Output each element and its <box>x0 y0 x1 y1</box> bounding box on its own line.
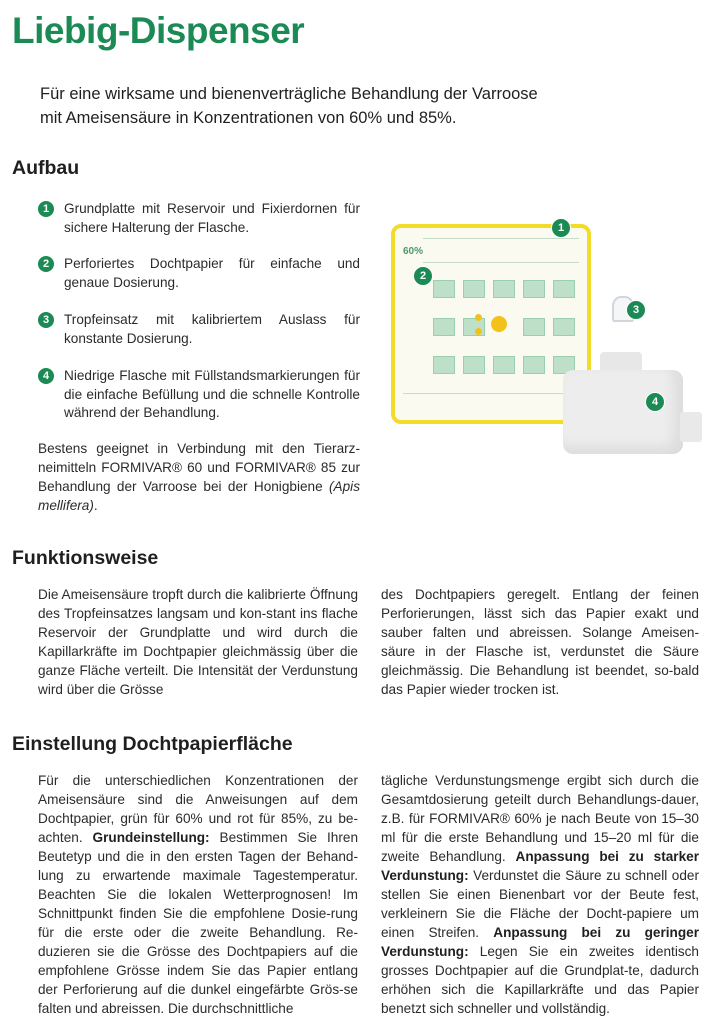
aufbau-heading: Aufbau <box>12 157 80 179</box>
badge-4-icon: 4 <box>645 392 665 412</box>
aufbau-note-end: . <box>93 498 98 513</box>
aufbau-item-text: Perforiertes Dochtpapier für einfache und genaue Dosierung. <box>64 256 360 290</box>
bottle-spout <box>680 412 702 442</box>
starke-verdunstung-label: Anpassung bei zu starker Verdunstung: <box>381 849 700 883</box>
reservoir-dot <box>475 328 482 335</box>
einstellung-col-1-intro: Für die unterschiedlichen Konzentrationen der Ameisensäure sind die Anweisungen auf dem Dochtpapier, grün für 60% und rot für 85%, zu be-achten. <box>38 773 358 845</box>
intro-text <box>40 82 680 130</box>
plate-cell <box>433 280 455 298</box>
plate-line <box>423 262 579 263</box>
badge-2-icon: 2 <box>413 266 433 286</box>
plate-cell <box>463 280 485 298</box>
geringe-verdunstung-label: Anpassung bei zu geringer Verdunstung: <box>381 925 699 959</box>
aufbau-note-text: Bestens geeignet in Verbindung mit den Tierarz-neimitteln FORMIVAR® 60 und FORMIVAR® 85 zur Behandlung der Varroose bei der Honigbiene <box>38 441 360 494</box>
number-badge-icon: 4 <box>38 368 54 384</box>
badge-3-icon: 3 <box>626 300 646 320</box>
geringe-verdunstung-text: Legen Sie ein zweites identisch grosses Dochtpapier auf die Grundplat-te, dadurch erhöhen sich die Kapillarkräfte und das Papier benetzt sich schneller und vollständig. <box>381 944 699 1016</box>
plate-line <box>423 238 579 239</box>
aufbau-note-species: (Apis mellifera) <box>38 479 360 513</box>
plate-cell <box>523 280 545 298</box>
bottle-image <box>563 370 683 454</box>
plate-cell <box>553 280 575 298</box>
aufbau-item-text: Grundplatte mit Reservoir und Fixierdornen für sichere Halterung der Flasche. <box>64 201 360 235</box>
reservoir-dot <box>475 314 482 321</box>
grundeinstellung-text: Bestimmen Sie Ihren Beutetyp und die in den ersten Tagen der Behand-lung zu erwartende maximale Tagestemperatur. Beachten Sie die lokalen Wetterprognosen! Im Schnittpunkt finden Sie die empfohlene Dosie-rung für die erste oder die zweite Behandlung. Re-duzieren sie die Grösse des Dochtpapiers auf die empfohlene Grösse indem Sie das Papier entlang der Perforierung auf die dunkel eingefärbte Grös-se falten und abreissen. Die durchschnittliche <box>38 830 359 1016</box>
number-badge-icon: 1 <box>38 201 54 217</box>
number-badge-icon: 3 <box>38 312 54 328</box>
aufbau-item-text: Tropfeinsatz mit kalibriertem Auslass für konstante Dosierung. <box>64 312 360 346</box>
aufbau-item-4 <box>38 367 360 423</box>
plate-cell <box>463 318 485 336</box>
plate-label: 60% <box>403 246 424 257</box>
funktionsweise-heading: Funktionsweise <box>12 547 159 569</box>
plate-cell <box>523 318 545 336</box>
einstellung-col-1 <box>38 771 358 1018</box>
plate-cell <box>523 356 545 374</box>
plate-cell <box>493 280 515 298</box>
intro-line-1: Für eine wirksame und bienenverträgliche Behandlung der Varroose <box>40 85 538 103</box>
aufbau-item-2 <box>38 255 360 292</box>
aufbau-item-1 <box>38 200 360 237</box>
plate-line <box>403 393 579 394</box>
page-title: Liebig-Dispenser <box>12 10 305 51</box>
plate-cell <box>433 318 455 336</box>
plate-cell <box>433 356 455 374</box>
funktionsweise-col-2: des Dochtpapiers geregelt. Entlang der feinen Perforierungen, lässt sich das Papier exakt und sauber falten und abreissen. Solange Ameisen-säure in der Flasche ist, verdunstet die Säure gleichmässig. Die Behandlung ist beendet, so-bald das Papier wieder trocken ist. <box>381 587 699 697</box>
einstellung-heading: Einstellung Dochtpapierfläche <box>12 733 293 755</box>
dispenser-plate-image <box>391 224 591 424</box>
aufbau-note <box>38 439 360 515</box>
reservoir-dot <box>491 316 507 332</box>
plate-cell <box>463 356 485 374</box>
plate-cell <box>553 318 575 336</box>
intro-line-2: mit Ameisensäure in Konzentrationen von 60% und 85%. <box>40 109 457 127</box>
number-badge-icon: 2 <box>38 256 54 272</box>
aufbau-item-text: Niedrige Flasche mit Füllstandsmarkierungen für die einfache Befüllung und die schnelle Kontrolle während der Behandlung. <box>64 368 360 420</box>
badge-1-icon: 1 <box>551 218 571 238</box>
einstellung-col-2 <box>381 771 699 1018</box>
plate-cell <box>493 356 515 374</box>
aufbau-item-3 <box>38 311 360 348</box>
starke-verdunstung-text: Verdunstet die Säure zu schnell oder stellen Sie einen Bienenbart vor der Beute fest, verkleinern Sie die Fläche der Docht-papiere um einen Streifen. <box>381 868 699 940</box>
grundeinstellung-label: Grundeinstellung: <box>92 830 210 845</box>
funktionsweise-col-1: Die Ameisensäure tropft durch die kalibrierte Öffnung des Tropfeinsatzes langsam und kon-stant ins flache Reservoir der Grundplatte und wird durch die Kapillarkräfte im Dochtpapier gleichmässig über die ganze Fläche verteilt. Die Intensität der Verdunstung wird über die Grösse <box>38 587 358 697</box>
einstellung-col-2-intro: tägliche Verdunstungsmenge ergibt sich durch die Gesamtdosierung geteilt durch Behandlungs-dauer, z.B. für FORMIVAR® 60% je nach Beute von 15–30 ml für die erste Behandlung und 15–20 ml für die zweite Behandlung. <box>381 773 699 864</box>
